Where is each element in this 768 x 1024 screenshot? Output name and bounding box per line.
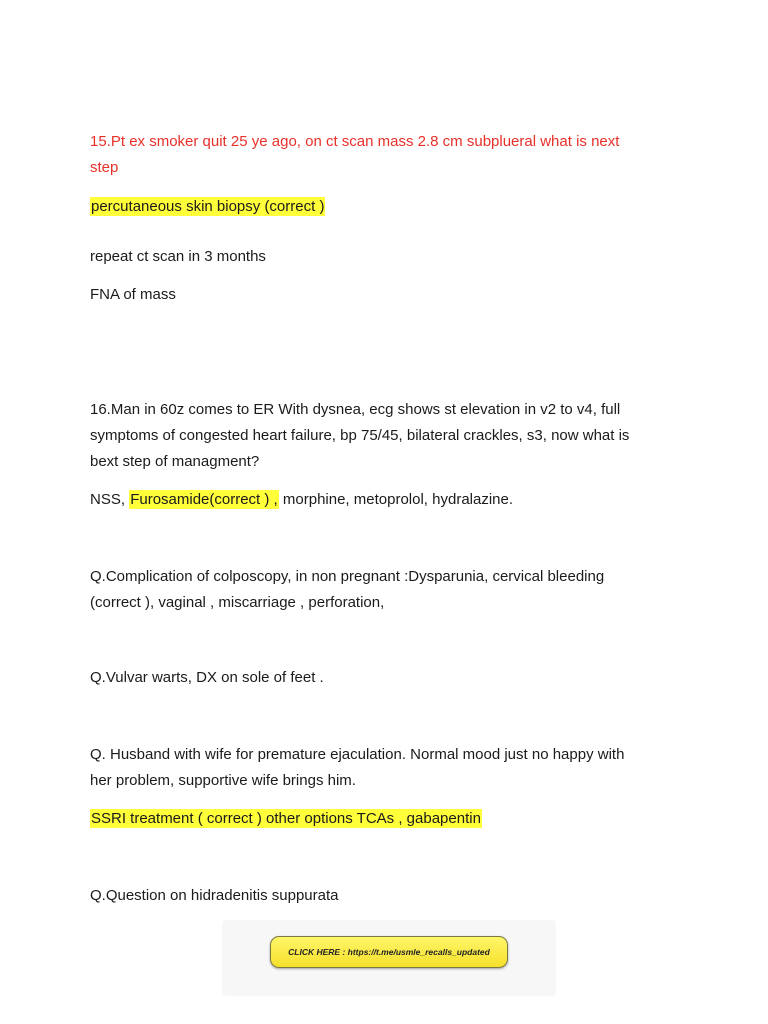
q16-answer-post: morphine, metoprolol, hydralazine. [278, 491, 514, 508]
q-ejaculation-line-1: Q. Husband with wife for premature ejaculation. Normal mood just no happy with [90, 746, 625, 763]
q15-option-1: repeat ct scan in 3 months [90, 248, 266, 265]
q16-correct-highlight: Furosamide(correct ) , [130, 491, 278, 508]
q16-answer-line [90, 487, 513, 513]
q-hidradenitis-line-1: Q.Question on hidradenitis suppurata [90, 887, 339, 904]
q-vulvar-line-1: Q.Vulvar warts, DX on sole of feet . [90, 669, 324, 686]
q15-option-2: FNA of mass [90, 286, 176, 303]
q15-correct-highlight: percutaneous skin biopsy (correct ) [91, 198, 325, 215]
q16-question-line-1: 16.Man in 60z comes to ER With dysnea, ecg shows st elevation in v2 to v4, full [90, 401, 621, 418]
q-ejaculation-correct [90, 806, 482, 832]
q15-correct-answer [90, 194, 325, 220]
q-ejaculation-correct-highlight: SSRI treatment ( correct ) other options TCAs , gabapentin [91, 810, 481, 827]
telegram-link-button[interactable]: CLICK HERE : https://t.me/usmle_recalls_updated [270, 936, 508, 968]
q16-question-line-3: bext step of managment? [90, 453, 260, 470]
q-ejaculation-line-2: her problem, supportive wife brings him. [90, 772, 356, 789]
q16-question-line-2: symptoms of congested heart failure, bp 75/45, bilateral crackles, s3, now what is [90, 427, 630, 444]
q16-answer-pre: NSS, [90, 491, 130, 508]
q-colposcopy-line-1: Q.Complication of colposcopy, in non pregnant :Dysparunia, cervical bleeding [90, 568, 605, 585]
q15-question-line-1: 15.Pt ex smoker quit 25 ye ago, on ct scan mass 2.8 cm subplueral what is next [90, 133, 620, 150]
q15-question-line-2: step [90, 159, 119, 176]
q-colposcopy-line-2: (correct ), vaginal , miscarriage , perforation, [90, 594, 385, 611]
